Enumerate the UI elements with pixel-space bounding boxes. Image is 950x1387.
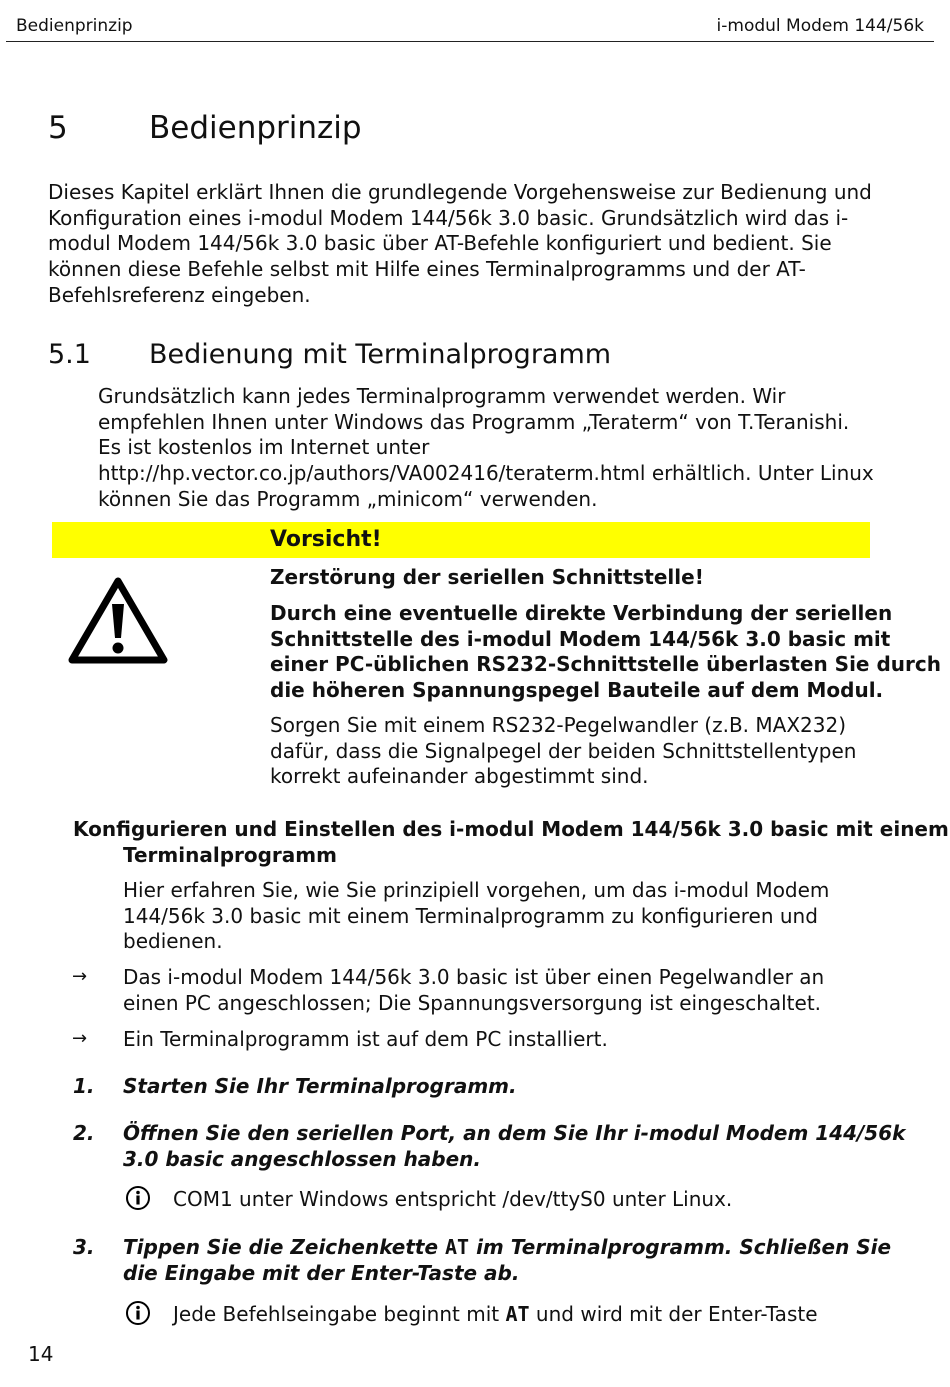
info-note — [173, 1302, 818, 1328]
intro-line: Konfiguration eines i-modul Modem 144/56k 3.0 basic. Grundsätzlich wird das i- — [48, 205, 849, 230]
chapter-title: Bedienprinzip — [149, 110, 362, 146]
procedure-title-line2: Terminalprogramm — [123, 843, 337, 867]
procedure-title-line1: Konfigurieren und Einstellen des i-modul Modem 144/56k 3.0 basic mit einem — [73, 817, 949, 841]
section-number: 5.1 — [48, 339, 91, 370]
running-header-right: i-modul Modem 144/56k — [716, 16, 924, 36]
step-text: Starten Sie Ihr Terminalprogramm. — [123, 1074, 517, 1098]
step-text-part: im Terminalprogramm. Schließen Sie — [469, 1235, 892, 1259]
step-text — [123, 1235, 891, 1286]
header-rule — [6, 41, 934, 42]
intro-line: Befehlsreferenz eingeben. — [48, 282, 311, 307]
prerequisite-2: Ein Terminalprogramm ist auf dem PC installiert. — [123, 1027, 608, 1051]
inline-code: AT — [445, 1235, 470, 1259]
caution-title: Vorsicht! — [270, 527, 382, 552]
section-paragraph — [98, 384, 874, 513]
caution-bold-text — [270, 601, 941, 704]
chapter-number: 5 — [48, 110, 68, 146]
intro-line: Dieses Kapitel erklärt Ihnen die grundlegende Vorgehensweise zur Bedienung und — [48, 180, 872, 204]
caution-normal-line: dafür, dass die Signalpegel der beiden Schnittstellentypen — [270, 738, 857, 763]
section-line: Es ist kostenlos im Internet unter — [98, 435, 430, 460]
section-title: Bedienung mit Terminalprogramm — [149, 339, 612, 370]
caution-bold-line: Schnittstelle des i-modul Modem 144/56k 3.0 basic mit — [270, 626, 891, 651]
caution-normal-line: Sorgen Sie mit einem RS232-Pegelwandler (z.B. MAX232) — [270, 713, 846, 737]
info-icon — [125, 1185, 151, 1211]
procedure-intro-line: bedienen. — [123, 929, 223, 954]
procedure-intro-line: Hier erfahren Sie, wie Sie prinzipiell vorgehen, um das i-modul Modem — [123, 878, 830, 902]
caution-highlight-bar — [52, 522, 870, 558]
section-line: Grundsätzlich kann jedes Terminalprogramm verwendet werden. Wir — [98, 384, 786, 408]
caution-subtitle: Zerstörung der seriellen Schnittstelle! — [270, 565, 704, 589]
prerequisite-arrow-icon: → — [72, 1028, 88, 1049]
info-note: COM1 unter Windows entspricht /dev/ttyS0 unter Linux. — [173, 1187, 733, 1211]
page-number: 14 — [28, 1342, 54, 1366]
running-header-left: Bedienprinzip — [16, 16, 133, 36]
step-number: 3. — [73, 1235, 95, 1259]
procedure-intro — [123, 878, 829, 955]
step-number: 1. — [73, 1074, 95, 1098]
step-line: Öffnen Sie den seriellen Port, an dem Sie Ihr i-modul Modem 144/56k — [123, 1121, 906, 1145]
section-line: können Sie das Programm „minicom“ verwenden. — [98, 486, 598, 511]
info-icon — [125, 1300, 151, 1326]
step-text-part: Tippen Sie die Zeichenkette — [123, 1235, 446, 1259]
chapter-intro — [48, 180, 872, 309]
step-number: 2. — [73, 1121, 95, 1145]
caution-normal-text — [270, 713, 856, 790]
warning-triangle-icon — [68, 576, 168, 664]
intro-line: können diese Befehle selbst mit Hilfe eines Terminalprogramms und der AT- — [48, 257, 806, 282]
step-line — [123, 1235, 891, 1261]
prerequisite-arrow-icon: → — [72, 966, 88, 987]
caution-bold-line: Durch eine eventuelle direkte Verbindung der seriellen — [270, 601, 893, 625]
info-text-part: und wird mit der Enter-Taste — [529, 1302, 818, 1326]
caution-bold-line: die höheren Spannungspegel Bauteile auf dem Modul. — [270, 678, 884, 703]
prerequisite-line: einen PC angeschlossen; Die Spannungsversorgung ist eingeschaltet. — [123, 990, 822, 1015]
step-line: 3.0 basic angeschlossen haben. — [123, 1146, 482, 1171]
step-line: die Eingabe mit der Enter-Taste ab. — [123, 1260, 520, 1285]
section-line: empfehlen Ihnen unter Windows das Programm „Teraterm“ von T.Teranishi. — [98, 409, 850, 434]
prerequisite-1 — [123, 965, 824, 1016]
caution-normal-line: korrekt aufeinander abgestimmt sind. — [270, 764, 649, 789]
step-text — [123, 1121, 905, 1172]
prerequisite-line: Das i-modul Modem 144/56k 3.0 basic ist über einen Pegelwandler an — [123, 965, 825, 989]
info-text-part: Jede Befehlseingabe beginnt mit — [173, 1302, 506, 1326]
intro-line: modul Modem 144/56k 3.0 basic über AT-Befehle konfiguriert und bedient. Sie — [48, 231, 832, 256]
section-line: http://hp.vector.co.jp/authors/VA002416/teraterm.html erhältlich. Unter Linux — [98, 461, 874, 486]
procedure-intro-line: 144/56k 3.0 basic mit einem Terminalprogramm zu konfigurieren und — [123, 903, 818, 928]
caution-bold-line: einer PC-üblichen RS232-Schnittstelle überlasten Sie durch — [270, 652, 941, 677]
inline-code: AT — [505, 1302, 530, 1326]
